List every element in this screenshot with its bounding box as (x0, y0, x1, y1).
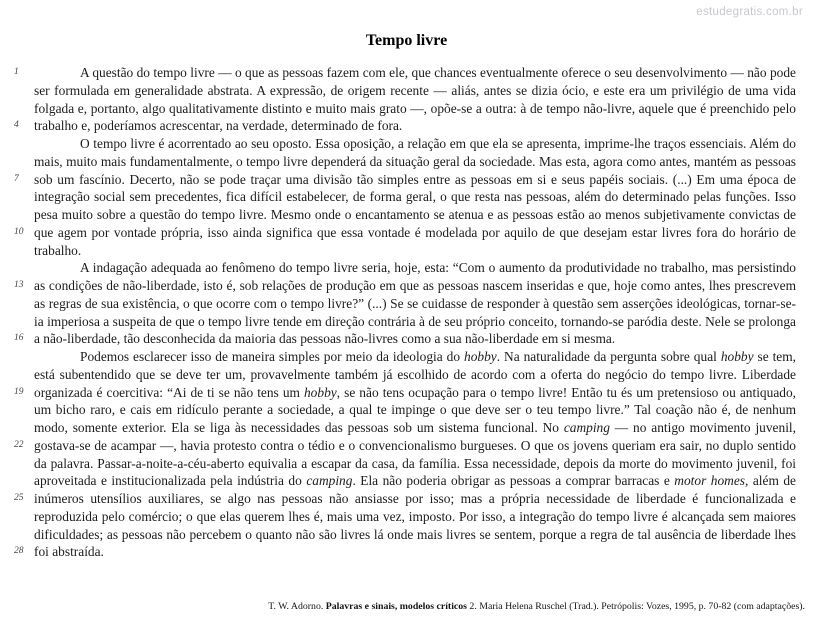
paragraph: O tempo livre é acorrentado ao seu oposto. Essa oposição, a relação em que ela se apresenta, imprime-lhe traços essenciais. Além do mais, muito mais fundamentalmente, o tempo livre dependerá da situação geral da sociedade. Mas esta, agora como antes, mantém as pessoas sob um fascínio. Decerto, não se pode traçar uma divisão tão simples entre as pessoas em si e seus papéis sociais. (...) Em uma época de integração social sem precedentes, fica difícil estabelecer, de forma geral, o que resta nas pessoas, além do determinado pelas funções. Isso pesa muito sobre a questão do tempo livre. Mesmo onde o encantamento se atenua e as pessoas estão ao menos subjetivamente convictas de que agem por vontade própria, isso ainda significa que essa vontade é modelada por aquilo de que desejam estar livres fora do horário de trabalho. (34, 136, 796, 258)
text-body (34, 64, 796, 561)
citation (268, 601, 805, 612)
line-number: 10 (14, 226, 24, 237)
paragraph: A indagação adequada ao fenômeno do tempo livre seria, hoje, esta: “Com o aumento da produtividade no trabalho, mas persistindo as condições de não-liberdade, isto é, sob relações de produção em que as pessoas nascem inseridas e que, hoje como antes, lhes prescrevem as regras de sua existência, o que ocorre com o tempo livre?” (...) Se se cuidasse de responder à questão sem asserções ideológicas, tornar-se-ia imperiosa a suspeita de que o tempo livre tende em direção contrária à de seu próprio conceito, tornando-se paródia deste. Nele se prolonga a não-liberdade, tão desconhecida da maioria das pessoas não-livres como a sua não-liberdade em si mesma. (34, 260, 796, 347)
line-number: 7 (14, 173, 19, 184)
page-title: Tempo livre (365, 32, 448, 49)
line-number-gutter (14, 64, 34, 604)
line-number: 13 (14, 280, 24, 290)
watermark: estudegratis.com.br (696, 6, 803, 18)
paragraph: Podemos esclarecer isso de maneira simples por meio da ideologia do hobby. Na naturalidade da pergunta sobre qual hobby se tem, está subentendido que se deve ter um, provavelmente também já escolhido de acordo com a oferta do negócio do tempo livre. Liberdade organizada é coercitiva: “Ai de ti se não tens um hobby, se não tens ocupação para o tempo livre! Então tu és um pretensioso ou antiquado, um bicho raro, e cais em ridículo perante a sociedade, a qual te impinge o que deve ser o teu tempo livre.” Tal coação não é, de nenhum modo, somente exterior. Ela se liga às necessidades das pessoas sob um sistema funcional. No camping — no antigo movimento juvenil, gostava-se de acampar —, havia protesto contra o tédio e o convencionalismo burgueses. O que os jovens queriam era sair, no duplo sentido da palavra. Passar-a-noite-a-céu-aberto equivalia a escapar da casa, da família. Essa necessidade, depois da morte do movimento juvenil, foi aproveitada e institucionalizada pela indústria do camping. Ela não poderia obrigar as pessoas a comprar barracas e motor homes, além de inúmeros utensílios auxiliares, se algo nas pessoas não ansiasse por isso; mas a própria necessidade de liberdade é funcionalizada e reproduzida pelo comércio; o que elas querem lhes é, mais uma vez, imposto. Por isso, a integração do tempo livre é alcançada sem maiores dificuldades; as pessoas não percebem o quanto não são livres lá onde mais livres se sentem, porque a regra de tal ausência de liberdade lhes foi abstraída. (34, 349, 797, 560)
citation-prefix: T. W. Adorno. (268, 601, 326, 612)
paragraph: A questão do tempo livre — o que as pessoas fazem com ele, que chances eventualmente oferece o seu desenvolvimento — não pode ser formulada em generalidade abstrata. A expressão, de origem recente — aliás, antes se dizia ócio, e este era um privilégio de uma vida folgada e, portanto, algo qualitativamente distinto e muito mais grato —, opõe-se a outra: à de tempo não-livre, aquele que é preenchido pelo trabalho e, poderíamos acrescentar, na verdade, determinado de fora. (34, 65, 796, 134)
line-number: 16 (14, 333, 24, 344)
line-number: 19 (14, 386, 24, 397)
citation-work-title: Palavras e sinais, modelos críticos (325, 601, 467, 612)
line-number: 4 (14, 120, 19, 131)
line-number: 1 (14, 67, 19, 77)
line-number: 25 (14, 493, 24, 503)
line-number: 28 (14, 546, 24, 557)
citation-suffix: 2. Maria Helena Ruschel (Trad.). Petrópolis: Vozes, 1995, p. 70-82 (com adaptações). (466, 601, 805, 612)
line-number: 22 (14, 439, 24, 450)
